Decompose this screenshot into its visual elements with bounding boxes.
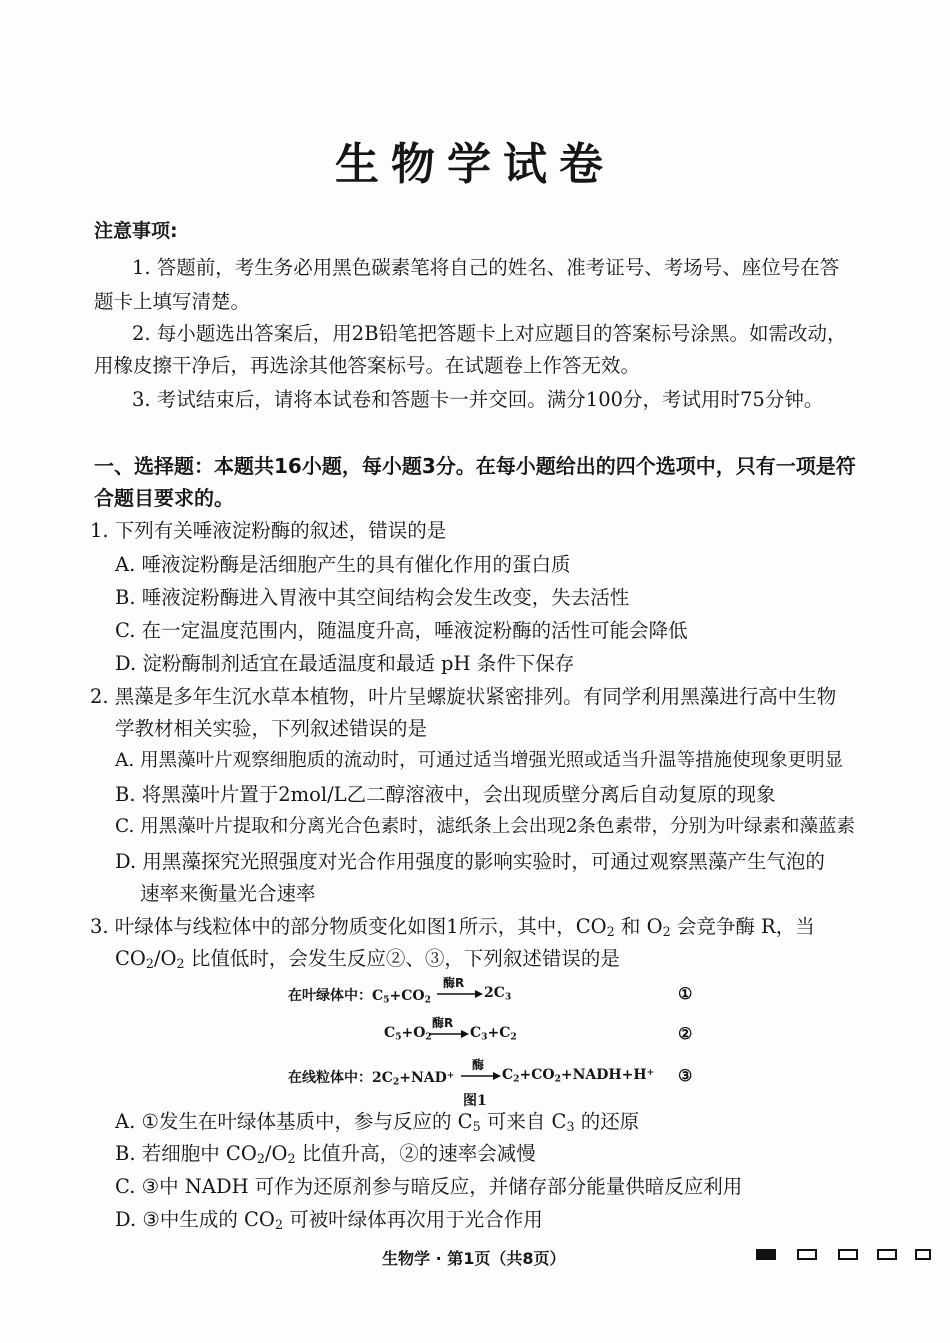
scan-marker-filled <box>756 1249 776 1260</box>
equation-1-number: ① <box>678 984 693 1003</box>
section-heading: 一、选择题：本题共16小题，每小题3分。在每小题给出的四个选项中，只有一项是符 <box>94 454 856 478</box>
question-1-option-d: D. 淀粉酶制剂适宜在最适温度和最适 pH 条件下保存 <box>115 652 575 675</box>
equation-2-enzyme-label: 酶R <box>432 1016 454 1030</box>
equation-3-enzyme-label: 酶 <box>472 1058 485 1072</box>
page-title: 生物学试卷 <box>335 139 615 190</box>
scan-marker <box>797 1249 817 1260</box>
equation-3-product: $C_2+CO_2+NADH+H^+$ <box>502 1067 655 1085</box>
question-2-option-d-cont: 速率来衡量光合速率 <box>140 882 316 905</box>
equation-2-product: $C_3+C_2$ <box>470 1025 517 1043</box>
question-3-stem: 3. 叶绿体与线粒体中的部分物质变化如图1所示，其中，$CO_2$ 和 $O_2$ 会竞争酶 R，当 <box>90 915 815 940</box>
equation-3: 在线粒体中：$2C_2+NAD^+$ <box>288 1069 455 1088</box>
equation-1: 在叶绿体中：$C_5+CO_2$ <box>288 988 431 1006</box>
notice-item-2-cont: 用橡皮擦干净后，再选涂其他答案标号。在试题卷上作答无效。 <box>94 354 641 377</box>
equation-2: $C_5+O_2$ <box>384 1025 432 1043</box>
equation-1-enzyme-label: 酶R <box>443 976 465 990</box>
notice-heading: 注意事项: <box>94 220 178 242</box>
equation-3-arrow <box>461 1072 501 1080</box>
question-2-option-b: B. 将黑藻叶片置于2mol/L乙二醇溶液中，会出现质壁分离后自动复原的现象 <box>115 783 776 806</box>
section-heading-cont: 合题目要求的。 <box>94 486 234 510</box>
equation-2-number: ② <box>678 1024 693 1043</box>
question-2-option-d: D. 用黑藻探究光照强度对光合作用强度的影响实验时，可通过观察黑藻产生气泡的 <box>115 850 825 873</box>
question-3-stem-cont: $CO_2/O_2$ 比值低时，会发生反应②、③，下列叙述错误的是 <box>115 947 620 972</box>
question-2-stem: 2. 黑藻是多年生沉水草本植物，叶片呈螺旋状紧密排列。有同学利用黑藻进行高中生物 <box>90 685 837 708</box>
page-footer: 生物学 · 第1页（共8页） <box>382 1249 566 1268</box>
notice-item-2: 2. 每小题选出答案后，用2B铅笔把答题卡上对应题目的答案标号涂黑。如需改动， <box>132 322 847 345</box>
figure-caption: 图1 <box>463 1093 487 1109</box>
equation-2-arrow <box>429 1030 469 1038</box>
question-1-option-b: B. 唾液淀粉酶进入胃液中其空间结构会发生改变，失去活性 <box>115 586 630 609</box>
question-1-stem: 1. 下列有关唾液淀粉酶的叙述，错误的是 <box>90 519 447 542</box>
scan-marker <box>877 1249 897 1260</box>
scan-marker <box>915 1249 931 1260</box>
equation-1-arrow <box>437 990 483 998</box>
question-3-option-d: D. ③中生成的 $CO_2$ 可被叶绿体再次用于光合作用 <box>115 1208 543 1233</box>
question-2-option-a: A. 用黑藻叶片观察细胞质的流动时，可通过适当增强光照或适当升温等措施使现象更明显 <box>115 750 844 771</box>
equation-3-number: ③ <box>678 1066 693 1085</box>
question-3-option-b: B. 若细胞中 $CO_2/O_2$ 比值升高，②的速率会减慢 <box>115 1142 536 1167</box>
question-2-option-c: C. 用黑藻叶片提取和分离光合色素时，滤纸条上会出现2条色素带，分别为叶绿素和藻蓝素 <box>115 816 856 837</box>
question-1-option-a: A. 唾液淀粉酶是活细胞产生的具有催化作用的蛋白质 <box>115 553 571 576</box>
notice-item-3: 3. 考试结束后，请将本试卷和答题卡一并交回。满分100分，考试用时75分钟。 <box>132 388 824 411</box>
question-3-option-c: C. ③中 NADH 可作为还原剂参与暗反应，并储存部分能量供暗反应利用 <box>115 1175 743 1198</box>
question-3-option-a: A. ①发生在叶绿体基质中，参与反应的 $C_5$ 可来自 $C_3$ 的还原 <box>115 1110 640 1135</box>
question-2-stem-cont: 学教材相关实验，下列叙述错误的是 <box>115 717 428 740</box>
equation-1-product: $2C_3$ <box>484 985 512 1003</box>
question-1-option-c: C. 在一定温度范围内，随温度升高，唾液淀粉酶的活性可能会降低 <box>115 619 688 642</box>
notice-item-1-cont: 题卡上填写清楚。 <box>94 290 251 313</box>
notice-item-1: 1. 答题前，考生务必用黑色碳素笔将自己的姓名、准考证号、考场号、座位号在答 <box>132 256 840 279</box>
scan-marker <box>838 1249 858 1260</box>
